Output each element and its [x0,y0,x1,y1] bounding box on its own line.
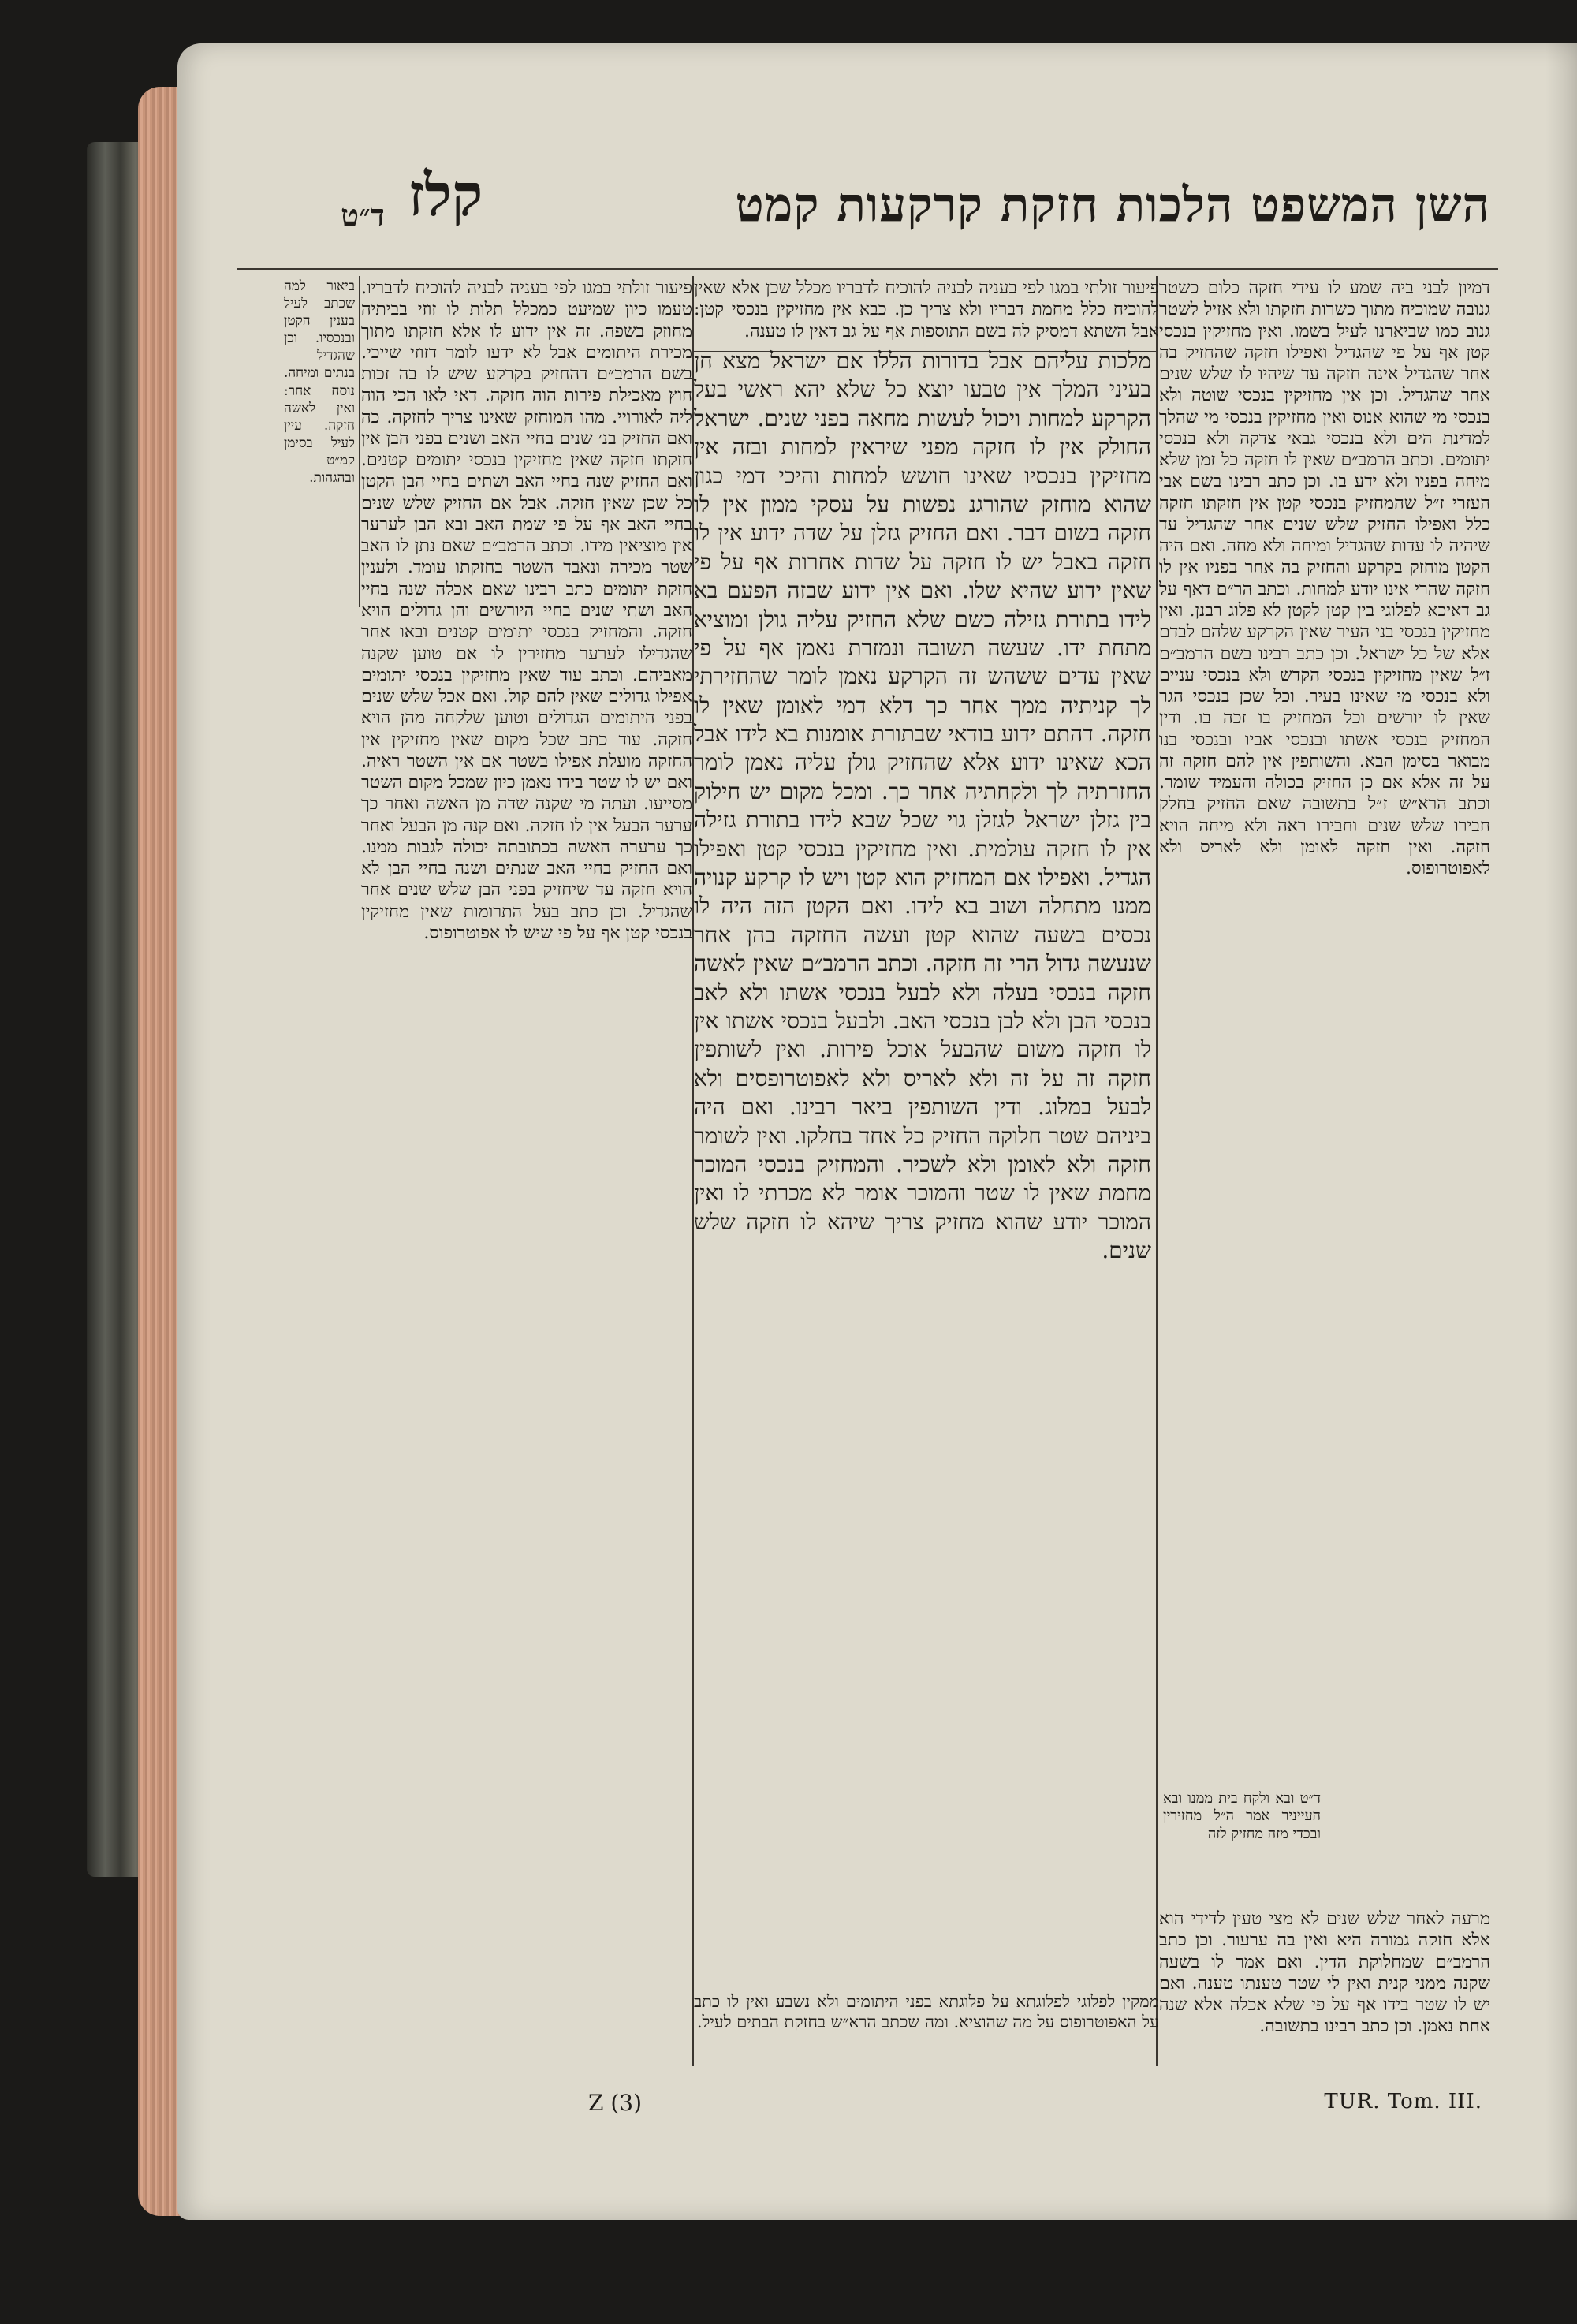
page-marker: ד״ט [341,197,385,233]
margin-note-divider [359,276,360,607]
folio-number: קלז [408,162,483,229]
column-divider-right [1156,276,1158,2066]
page-title: השן המשפט הלכות חזקת קרקעות קמט [735,177,1490,233]
right-commentary-column: דמיון לבני ביה שמע לו עידי חזקה כלום כשטר גנובה שמוכיח מתוך כשרות חזקתו ולא אזיל לשטר גנוב כמו שביארנו לעיל בשמו. ואין מחזיקין בנכסי קטן אף על פי שהגדיל ואפילו חזקה שהחזיק בה אחר שהגדיל אינה חזקה עד שיהיו לו שלש שנים אחר שהגדיל. וכן אין מחזיקין בנכסי שוטה ולא בנכסי מי שהוא אנוס ואין מחזיקין בנכסי מי שהלך למדינת הים ולא בנכסי גבאי צדקה ולא בנכסי יתומים. וכתב הרמב״ם שאין לו חזקה כל זמן שלא מיחה בפניו ולא ידע בו. וכן כתב רבינו בשם אבי העזרי ז״ל שהמחזיק בנכסי קטן אין חזקתו חזקה כלל ואפילו החזיק שלש שנים אחר שהגדיל עד שיהיה לו עדות שהגדיל ומיחה ולא מחה. ואם היה הקטן מוחזק בקרקע והחזיק בה אחר בפניו אין לו חזקה שהרי אינו יודע למחות. וכתב הר״ם דאף על גב דאיכא לפלוגי בין קטן לקטן לא פלוג רבנן. ואין מחזיקין בנכסי בני העיר שאין הקרקע שלהם לבדם אלא של כל ישראל. וכן כתב רבינו בשם הרמב״ם ז״ל שאין מחזיקין בנכסי הקדש ולא בנכסי עניים ולא בנכסי מי שאינו בעיר. וכל שכן בנכסי הגר שאין לו יורשים וכל המחזיק בו זכה בו. ודין המחזיק בנכסי אשתו ובנכסי אביו ובנכסי בנו מבואר בסימן הבא. והשותפין אין להם חזקה זה על זה אלא אם כן החזיק בכולה והעמיד שומר. וכתב הרא״ש ז״ל בתשובה שאם החזיק בחלק חבירו שלש שנים וחבירו ראה ולא מיחה הויא חזקה. ואין חזקה לאומן ולא לאריס ולא לאפוטרופוס. [1159,278,1490,879]
main-bottom-commentary: ממקין לפלוגי לפלוגתא על פלוגתא בפני היתומים ולא נשבע ואין לו כתב על האפוטרופוס על מה שהוציא. ומה שכתב הרא״ש בחזקת הבתים לעיל. [694,1992,1159,2032]
left-commentary-column: פיעור זולתי במגו לפי בעניה לבניה להוכיח לדבריו. טעמו כיון שמיעט כמכלל תלות לו זוזי בביתיה מחוזק בשפה. זה אין ידוע לו אלא חזקתו מתוך מכירת היתומים אבל לא ידעו לומר דזוזי שייכי. בשם הרמב״ם דהחזיק בקרקע שיש לו בה זכות חוץ מאכילת פירות הוה חזקה. דאי לאו הכי הוה ליה לאורויי. מהו המוחזק שאינו צריך לחזקה. כה ואם החזיק בנ׳ שנים בחיי האב ושנים בפני הבן אין חזקתו חזקה שאין מחזיקין בנכסי יתומים קטנים. ואם החזיק שנה בחיי האב ושתים בחיי הבן הקטן כל שכן שאין חזקה. אבל אם החזיק שלש שנים בחיי האב אף על פי שמת האב ובא הבן לערער אין מוציאין מידו. וכתב הרמב״ם שאם נתן לו האב שטר מכירה ונאבד השטר בחזקתו עומד. ולענין חזקת יתומים כתב רבינו שאם אכלה שנה בחיי האב ושתי שנים בחיי היורשים והן גדולים הויא חזקה. והמחזיק בנכסי יתומים קטנים ובאו אחר שהגדילו לערער מחזירין לו אם טוען שקנה מאביהם. וכתב עוד שאין מחזיקין בנכסי יתומים אפילו גדולים שאין להם קול. ואם אכל שלש שנים בפני היתומים הגדולים וטוען שלקחה מהן הויא חזקה. עוד כתב שכל מקום שאין מחזיקין אין החזקה מועלת אפילו בשטר אם אין השטר ראיה. ואם יש לו שטר בידו נאמן כיון שמכל מקום השטר מסייעו. ועתה מי שקנה שדה מן האשה ואחר כך ערער הבעל אין לו חזקה. ואם קנה מן הבעל ואחר כך ערערה האשה בכתובתה יכולה לגבות ממנו. ואם החזיק בחיי האב שנתים ושנה בחיי הבן לא הויא חזקה עד שיחזיק בפני הבן שלש שנים אחר שהגדיל. וכן כתב בעל התרומות שאין מחזיקין בנכסי קטן אף על פי שיש לו אפוטרופוס. [361,278,692,943]
page-gutter-shadow [1545,43,1577,2220]
marginal-notes: ביאור למה שכתב לעיל בענין הקטן ובנכסיו. וכן שהגדיל בנתים ומיחה. נוסח אחר: ואין לאשה חזקה. עיין לעיל בסימן קמ״ט ובהגהות. [284,278,355,487]
printer-signature-mark: Z (3) [587,2090,643,2116]
header-rule [237,268,1498,270]
right-bottom-commentary: מרעה לאחר שלש שנים לא מצי טעין לדידי הוא אלא חזקה גמורה היא ואין בה ערעור. וכן כתב הרמב״ם שמחלוקת הדין. ואם אמר לו בשעה שקנה ממני קנית ואין לי שטר טענתו טענה. ואם יש לו שטר בידו אף על פי שלא אכלה אלא שנה אחת נאמן. וכן כתב רבינו בתשובה. [1159,1909,1490,2037]
footer-volume-label: TUR. Tom. III. [1324,2090,1482,2113]
main-text-column: מלכות עליהם אבל בדורות הללו אם ישראל מצא חן בעיני המלך אין טבעו יוצא כל שלא יהא ראשי בעל הקרקע למחות ויכול לעשות מחאה בפני שנים. ישראל החולק אין לו חזקה מפני שיראין למחות ובזה אין מחזיקין בנכסיו שאינו חושש למחות והיכי דמי כגון שהוא מוחזק שהורגנ נפשות על עסקי ממון אין לו חזקה בשום דבר. ואם החזיק גזלן על שדה ידוע אין לו חזקה באבל יש לו חזקה על שדות אחרות אף על פי שאין ידוע שהיא שלו. ואם אין ידוע שבזה הפעם בא לידו בתורת גזילה כשם שלא החזיק עליה גולן ומוציא מתחת ידו. שעשה תשובה ונמזרת נאמן אף על פי שאין עדים ששהש זה הקרקע נאמן לומר שהחזירתי לך קניתיה ממך אחר כך דלא דמי לאומן שאין לו חזקה. דהתם ידוע בודאי שבתורת אומנות בא לידו אבל הכא שאינו ידוע אלא שהחזיק גולן עליה נאמן לומר החזרתיה לך ולקחתיה אחר כך. ומכל מקום יש חילוק בין גזלן ישראל לגזלן גוי שכל שבא לידו בתורת גזילה אין לו חזקה עולמית. ואין מחזיקין בנכסי קטן ואפילו הגדיל. ואפילו אם המחזיק הוא קטן ויש לו קרקע קנויה ממנו מתחלה ושוב בא לידו. ואם הקטן הזה היה לו נכסים בשעה שהוא קטן ועשה החזקה בהן אחר שנעשה גדול הרי זה חזקה. וכתב הרמב״ם שאין לאשה חזקה בנכסי בעלה ולא לבעל בנכסי אשתו ולא לאב בנכסי הבן ולא לבן בנכסי האב. ולבעל בנכסי אשתו אין לו חזקה משום שהבעל אוכל פירות. ואין לשותפין חזקה זה על זה ולא לאריס ולא לאפוטרופסים ולא לבעל במלוג. ודין השותפין ביאר רבינו. ואם היה ביניהם שטר חלוקה החזיק כל אחד בחלקו. ואין לשומר חזקה ולא לאומן ולא לשכיר. והמחזיק בנכסי המוכר מחמת שאין לו שטר והמוכר אומר לא מכרתי לו ואין המוכר יודע שהוא מחזיק צריך שיהא לו חזקה שלש שנים. [694,348,1151,1264]
top-commentary-block: פיעור זולתי במגו לפי בעניה לבניה להוכיח לדבריו מכלל שכן אלא שאין להוכיח כלל מחמת דבריו ולא צריך כן. כבא אין מחזיקין בנכסי קטן: אבל השתא דמסיק לה בשם התוספות אף על גב דאין לו טענה. [694,278,1159,341]
small-gloss-note: ד״ט ובא ולקח בית ממנו ובא העייניר אמר ה״ל מחזירין ובכדי מזה מחזיק לזה [1163,1790,1321,1842]
